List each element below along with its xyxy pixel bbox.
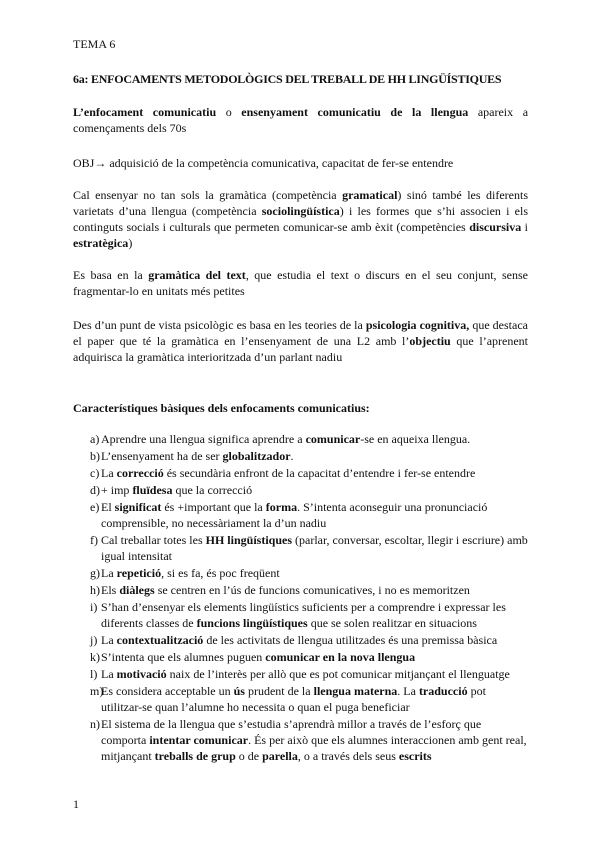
list-item-label: m) (90, 684, 104, 698)
list-item: d) + imp fluïdesa que la correcció (90, 483, 253, 497)
list-item-label: d) (90, 483, 100, 497)
list-item: c) La correcció és secundària enfront de la capacitat d’entendre i fer-se entendre (90, 466, 476, 480)
list-item: b) L’ensenyament ha de ser globalitzador. (90, 449, 294, 463)
page-header: TEMA 6 (73, 37, 116, 51)
list-item-label: g) (90, 566, 100, 580)
list-item: a) Aprendre una llengua significa aprendre a comunicar-se en aqueixa llengua. (90, 432, 471, 446)
features-list (73, 431, 528, 765)
list-item-label: k) (90, 650, 100, 664)
list-item-label: j) (90, 633, 98, 647)
list-item-label: f) (90, 533, 98, 547)
list-item: i) S’han d’ensenyar els elements lingüístics suficients per a comprendre i expressar les diferents classes de funcions lingüístiques que se solen realitzar en situacions (90, 600, 506, 630)
list-item-label: h) (90, 583, 100, 597)
intro-paragraph-1: L’enfocament comunicatiu o ensenyament comunicatiu de la llengua apareix a començaments dels 70s (73, 105, 529, 135)
list-item-label: b) (90, 449, 100, 463)
list-item-label: i) (90, 600, 98, 614)
list-item-label: l) (90, 667, 98, 681)
page-number: 1 (73, 797, 79, 811)
competences-paragraph: Cal ensenyar no tan sols la gramàtica (competència gramatical) sinó també les diferents varietats d’una llengua (competència sociolingüística) i les formes que s’hi associen i els continguts socials i culturals que permeten comunicar-se amb èxit (competències discursiva i estratègica) (73, 188, 528, 250)
list-item-label: n) (90, 717, 100, 731)
list-item-label: e) (90, 500, 100, 514)
list-item: g) La repetició, si es fa, és poc freqüent (90, 566, 280, 580)
list-item: j) La contextualització de les activitats de llengua utilitzades és una premissa bàsica (90, 633, 498, 647)
list-item: f) Cal treballar totes les HH lingüístiques (parlar, conversar, escoltar, llegir i escriure) amb igual intensitat (90, 533, 528, 563)
objective-paragraph: OBJ→ adquisició de la competència comunicativa, capacitat de fer-se entendre (73, 156, 454, 170)
list-item: h) Els diàlegs se centren en l’ús de funcions comunicatives, i no es memoritzen (90, 583, 470, 597)
list-item-label: c) (90, 466, 100, 480)
text-grammar-paragraph: Es basa en la gramàtica del text, que estudia el text o discurs en el seu conjunt, sense fragmentar-lo en unitats més petites (73, 268, 528, 298)
list-item: k) S’intenta que els alumnes puguen comunicar en la nova llengua (90, 650, 416, 664)
list-item: n) El sistema de la llengua que s’estudia s’aprendrà millor a través de l’esforç que comporta intentar comunicar. És per això que els alumnes interaccionen amb gent real, mitjançant treballs de grup o de parella, o a través dels seus escrits (90, 717, 527, 763)
list-item: e) El significat és +important que la forma. S’intenta aconseguir una pronunciació comprensible, no necessàriament la d’un nadiu (90, 500, 488, 530)
cognitive-psychology-paragraph: Des d’un punt de vista psicològic es basa en les teories de la psicologia cognitiva, que destaca el paper que té la gramàtica en l’ensenyament de una L2 amb l’objectiu que l’aprenent adquirisca la gramàtica interioritzada d’un parlant nadiu (73, 318, 529, 364)
list-item-label: a) (90, 432, 100, 446)
list-item: m) Es considera acceptable un ús prudent de la llengua materna. La traducció pot utilitzar-se quan l’alumne ho necessita o quan el puga beneficiar (90, 684, 486, 714)
section-heading: Característiques bàsiques dels enfocaments comunicatius: (73, 401, 370, 415)
document-title: 6a: ENFOCAMENTS METODOLÒGICS DEL TREBALL DE HH LINGÜÍSTIQUES (73, 72, 502, 86)
list-item: l) La motivació naix de l’interès per allò que es pot comunicar mitjançant el llenguatge (90, 667, 510, 681)
